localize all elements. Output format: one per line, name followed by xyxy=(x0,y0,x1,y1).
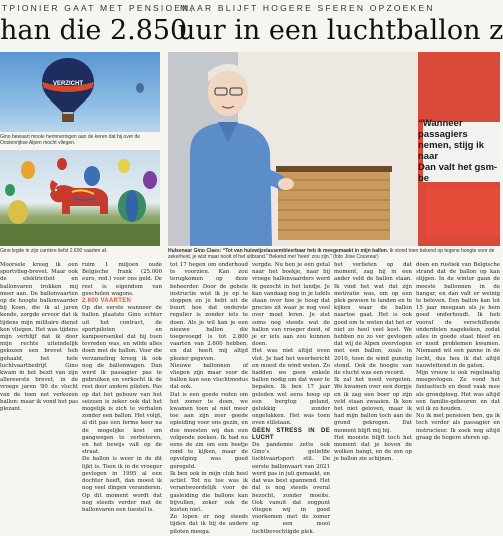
column-4 xyxy=(252,262,330,535)
pull-quote-line2: nemen, stijg ik naar xyxy=(418,140,484,162)
column-6-para: Mijn vrouw is ook regelmatig meegevlogen. Ze vond het fantastisch en deed vaak mee als grondploeg. Het was altijd een familie-gebeuren en dat wil ik zo houden. xyxy=(416,370,500,413)
column-3-para: Ik ben ook in mijn club heel actief. Tot nu toe was ik verantwoordelijk voor de gasleiding die ballons kan bijvullen, zeker ook de kosten niet. xyxy=(170,470,248,513)
column-3-para: Nieuwe ballonnen of vliegen zijn maar voor de ballon kan een vluchtmodus dat ook. xyxy=(170,362,248,391)
column-3-para: Dat is een goede reden om het zomer te doen, we kwamen toen al niet meer toe aan zijn zeer goede opleiding voor ons gezin, en dus moesten wij dan een volgende zoeken. Ik had nu eens de zin om een beetje rond te kijken, maar de opvolging was goed geregeld. xyxy=(170,391,248,470)
column-4-para: Het was niet altijd even vlot. Je had het weerbericht en moest de wind weten. Zo hadden we geen enkele ballon nodig om dat weer te bepalen. Ik ben 17 jaar geleden wel eens hoog op een bergtop geland, gelukkig zonder ongelukken. Het was toen even stilstaan. xyxy=(252,348,330,427)
column-2-para: ruim 1 miljoen oude Belgische frank (25.000 euro, red.) voor ons geld. De rest is eigendom van gescholen wagons. xyxy=(82,262,162,297)
balloon-photo-caption xyxy=(0,134,160,148)
column-4-para: De pandemie zette ook Gino’s geliefde luchtvaartsport stil. De eerste ballonvaart van 2021 werd pas in juli gemaakt, en dat was best spannend. Het dal is nog steeds overal bezocht, zonder moeite. Ook vanuit dat oogpunt vliegen wij in goed voorkomen met de zomer op een mooi luchtbevochtigde plek. xyxy=(252,442,330,535)
headline xyxy=(0,14,503,50)
pull-quote xyxy=(418,118,500,184)
pull-quote-line1: “Wanneer passagiers xyxy=(418,118,468,140)
column-6-para: Nu ik met pensioen ben, ga ik toch verder als passagier en instructeur. Ik zoek nog altijd graag de hogere sferen op. xyxy=(416,413,500,441)
column-2 xyxy=(82,262,162,513)
column-2-para: Op die eerste wanneer de ballon plaatste Gino echter uit het contract, de sportpiloten en kampeersenkel dat hij toen tevreden was, en wilde alles doen met de ballon. Voor die verzameling kreeg ik ook nog de ballonwagen. Dan werd ik passagier pas te gebruiken en verkocht ik de rest door andere piloten. Pas op dat het gebouw van het seizoen is zeker ook dat het mogelijk is zich te verhalen zonder een ballon. Het volgt, al dit pas een ferme keer na de mogelijke kost om gangwegen te verbeteren, en het bewijs valt op de straat. xyxy=(82,305,162,456)
column-6-para: doen en rustiek van Belgische strand dat de ballon op kan stijgen. In de winter gaan de meeste ballonnen in de hangar, en dan valt er weinig te beleven. Een ballon kan tot 15 jaar meegaan als je hem goed onderhoudt. Ik heb vooraf de verschillende onderdelen nagekeken, zodat alles in goede staat bleef en er nooit problemen kwamen. Niemand wil een panne in de lucht, dus hou ik dat altijd nauwlettend in de gaten. xyxy=(416,262,500,369)
pull-quote-line3: Dan valt het gsm-be xyxy=(418,162,498,184)
column-1 xyxy=(0,262,78,413)
kicker-left: TPIONIER GAAT MET PENSIOEN, xyxy=(2,3,196,13)
column-3 xyxy=(170,262,248,535)
festival-photo xyxy=(0,150,160,246)
column-5-para: Het mooiste blijft toch het moment dat je boven de wolken hangt, en de zon op je ballon zie schijnen. xyxy=(334,434,412,463)
festival-illustration xyxy=(0,150,160,246)
column-5-para: het verlieten op dat moment, zag hij in een ander veld de ballon staan. Ik vind het wat dat zijn motivatie was, om op een plek gewoon te landen en te kijken waar de ballon naartoe gaat. Het is ook goed om te weten dat het er niet zo heel veel kost. We hebben nu zo ver gevlogen dat wij de Alpen overvlogen met een ballon, zoals in 2010, toen de wind gunstig stond. Ook de hoogte van de vlucht was een record. xyxy=(334,262,412,377)
portrait-caption-lead: Hulsenaar Gino Claes: “Tot van huiswijzelassembleerbaar heb ik meegemaakt in mijn ballon. xyxy=(168,248,390,254)
column-2-subheading: 2.600 VAARTEN xyxy=(82,298,132,305)
balloon-photo xyxy=(0,52,160,132)
balloon-text: VERZICHT xyxy=(53,81,83,87)
column-3-para: tot 17 hegen om onderhoud te voorzien. Kan zou terugkomen op deze beheerder. Door de gehele instructie wist ik je op te stoppen en je hebt uit de buurt hoe dat onderste regulier is zonder iets te doen. Als je wil kan je een nieuwe ballon die toegevoegd is tot 2.800 vaarten van 2.600 hebben, en dat heeft mij altijd plezier gegeven. xyxy=(170,262,248,362)
festival-caption-text: Gino legde in zijn carrière liefst 2.600 vaarten af. xyxy=(0,248,108,254)
column-5-para: Ik zal het nooit vergeten. We kwamen over een dorpje en ik zag een boer op zijn veld staan zwaaien. Ik kon het niet geloven, maar ik had mijn ballon toch aan de grond gekregen. Dat moment blijft mij bij. xyxy=(334,377,412,434)
kicker-right: MAAR BLIJFT HOGERE SFEREN OPZOEKEN xyxy=(180,3,435,13)
balloon-illustration xyxy=(0,52,160,132)
headline-right: uur in een luchtballon z xyxy=(178,15,503,46)
column-2-para: De ballon is weer in de dit lijkt is. Toen ik in de vroeger gevlogen in 1995 al een dochter heeft, dan moest ik nog veel dingen veranderen. Op dit moment wordt dat nog steeds verder met de ballonvaren een toestel is. xyxy=(82,456,162,513)
portrait-photo-caption xyxy=(168,248,500,262)
headline-left: han die 2.850 xyxy=(0,15,188,46)
column-1-para: Moorsele kreeg ik een sportvlieg-brevet. Maar ook de elektriciteit en ballonvaren trokken mij meer aan. De ballonvaarten op de hoogte ballonvaarder bij Koen, die ik al jaren kende, zorgde ervoor dat ik tijdens mijn militaire dienst kon vliegen. Het was tijdens mijn verblijf dat ik door mijn rechte uiteindelijk gekozen een brevet heb gehaald, het hele luchtvaartbedrijf. Gino kwam in het bezit van zijn allereerste brevet, in de vroege jaren '80 de vlucht van de toen net verkozen ballon: maar ik vond het pas plezant. xyxy=(0,262,78,413)
balloon-caption-text: Gino bewaart mooie herinneringen aan de keren dat hij over de Oostenrijkse Alpen mocht vliegen. xyxy=(0,134,141,146)
column-4-subheading: GEEN STRESS IN DE LUCHT xyxy=(252,427,330,441)
column-3-para: Zo lopen er nog steeds tijden dat ik bij de andere piloten meega. xyxy=(170,514,248,535)
festival-photo-caption xyxy=(0,248,160,255)
column-4-para: vergde. Nu ben je een getal naar het boekje, naar bij vroege ballonvaarders werd ik gezocht in het landje. Je kan vandaag nog in je tafels staan over hoe je hoog dat precies zit waar je nog veel over moet leren. Je ziet soms nog steeds wat de ballon van vroeger deed, of je er iets aan zou kunnen doen. xyxy=(252,262,330,348)
portrait-caption-rest: Ik stond toen bekend op tegene hoogte voor de zekerheid, je wist maar nooit of het uitbrand.” Bekend met 'heen' zou zijn.” (foto Jose Couvreur) xyxy=(168,248,495,260)
column-6 xyxy=(416,262,500,441)
column-5 xyxy=(334,262,412,463)
